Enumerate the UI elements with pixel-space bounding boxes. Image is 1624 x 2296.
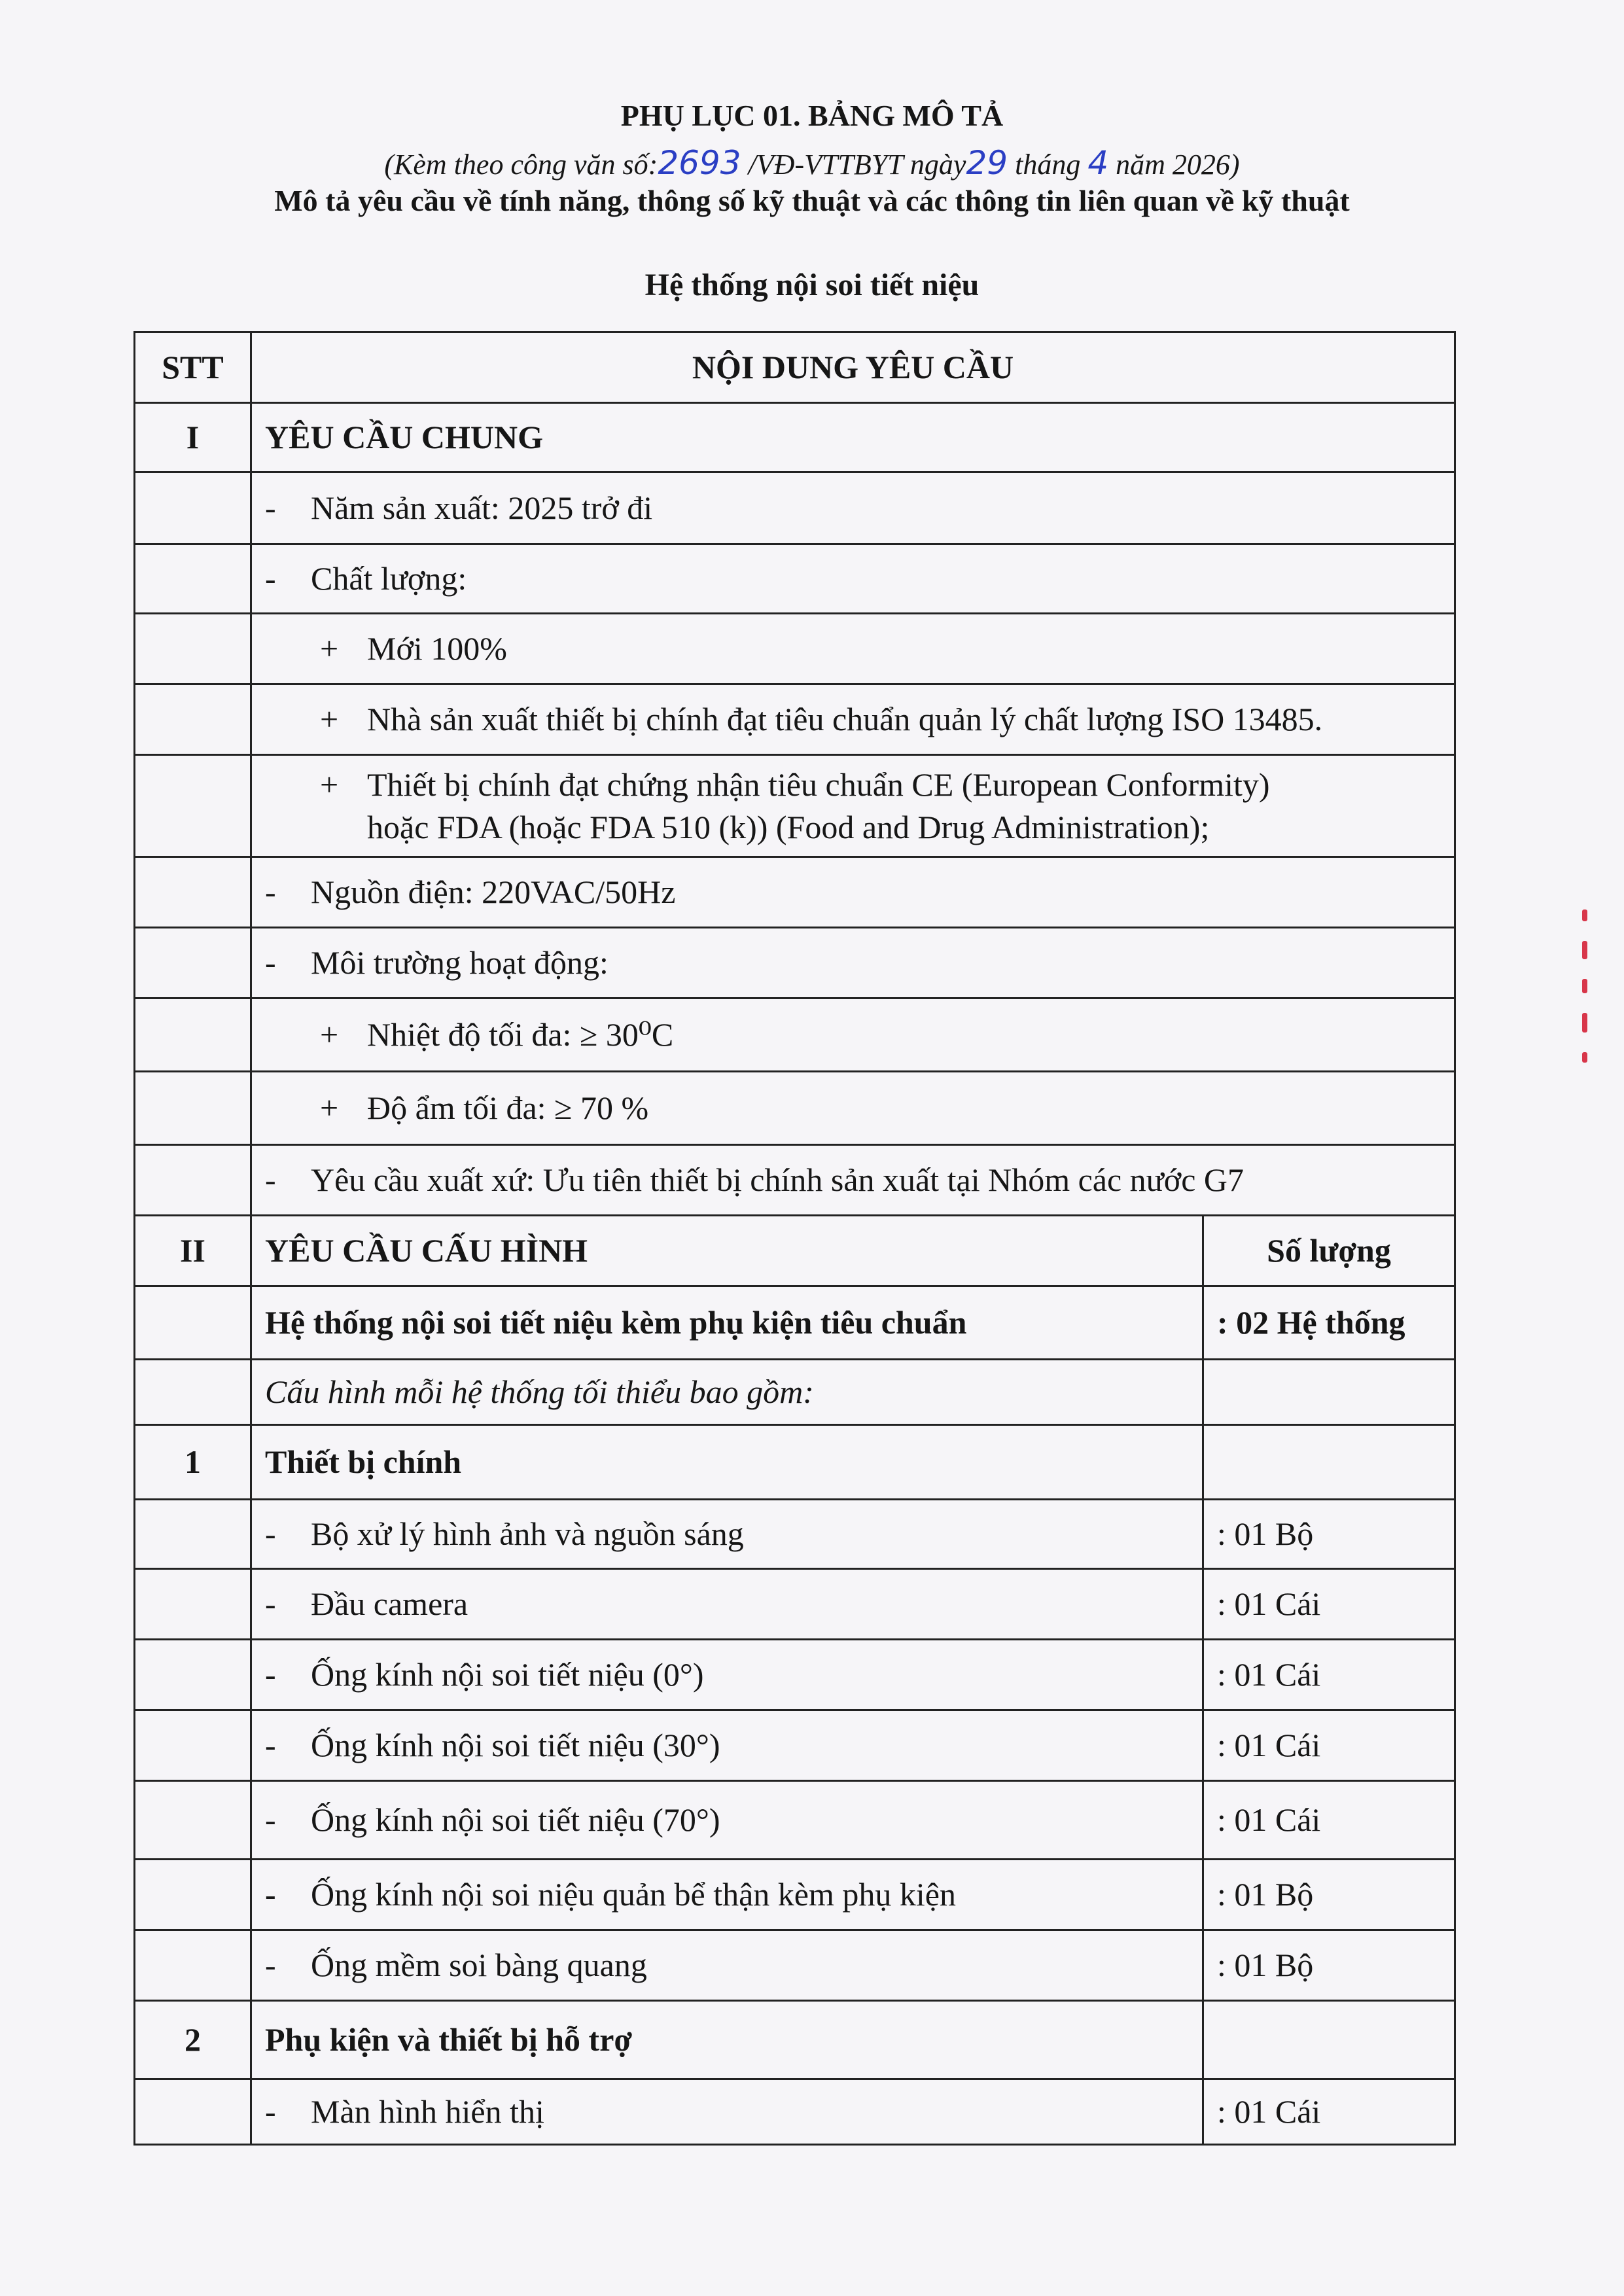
table-row <box>135 1569 1455 1640</box>
section-row <box>135 403 1455 472</box>
table-header-row <box>135 332 1455 403</box>
page-title: PHỤ LỤC 01. BẢNG MÔ TẢ <box>620 99 1004 132</box>
table-row <box>135 998 1455 1072</box>
group-title: Phụ kiện và thiết bị hỗ trợ <box>251 2001 1203 2079</box>
ref-suffix: năm 2026) <box>1108 149 1240 181</box>
config-note: Cấu hình mỗi hệ thống tối thiểu bao gồm: <box>251 1360 1203 1425</box>
document-reference <box>0 144 1624 182</box>
section-row <box>135 1216 1455 1286</box>
requirement-item: - Nguồn điện: 220VAC/50Hz <box>251 857 1455 928</box>
config-item-qty: : 01 Bộ <box>1203 1860 1455 1930</box>
config-item-qty: : 01 Bộ <box>1203 1500 1455 1569</box>
config-item-qty: : 01 Cái <box>1203 1781 1455 1860</box>
table-row <box>135 1286 1455 1360</box>
requirement-item: - Năm sản xuất: 2025 trở đi <box>251 472 1455 544</box>
config-item: - Ống kính nội soi tiết niệu (0°) <box>251 1640 1203 1710</box>
config-item: - Ống mềm soi bàng quang <box>251 1930 1203 2001</box>
table-row <box>135 755 1455 857</box>
config-item-qty: : 01 Cái <box>1203 2079 1455 2145</box>
table-row <box>135 928 1455 998</box>
section-number: II <box>135 1216 251 1286</box>
section-title: YÊU CẦU CẤU HÌNH <box>251 1216 1203 1286</box>
system-name: Hệ thống nội soi tiết niệu <box>644 268 980 302</box>
group-row <box>135 2001 1455 2079</box>
config-item-qty: : 01 Cái <box>1203 1640 1455 1710</box>
page-seal-marks <box>1580 910 1590 1082</box>
ref-number: 2693 <box>658 144 741 182</box>
requirement-subitem: + Thiết bị chính đạt chứng nhận tiêu chuẩn CE (European Conformity) hoặc FDA (hoặc FDA 510 (k)) (Food and Drug Administration); <box>251 755 1455 857</box>
table-row <box>135 1781 1455 1860</box>
system-row-label: Hệ thống nội soi tiết niệu kèm phụ kiện tiêu chuẩn <box>251 1286 1203 1360</box>
requirement-item: - Yêu cầu xuất xứ: Ưu tiên thiết bị chính sản xuất tại Nhóm các nước G7 <box>251 1145 1455 1216</box>
table-row <box>135 1145 1455 1216</box>
table-row <box>135 1930 1455 2001</box>
table-row <box>135 1860 1455 1930</box>
group-row <box>135 1425 1455 1500</box>
config-item: - Ống kính nội soi niệu quản bể thận kèm phụ kiện <box>251 1860 1203 1930</box>
ref-prefix: (Kèm theo công văn số: <box>384 149 658 181</box>
config-item: - Ống kính nội soi tiết niệu (70°) <box>251 1781 1203 1860</box>
requirement-subitem: + Độ ẩm tối đa: ≥ 70 % <box>251 1072 1455 1145</box>
col-stt-header: STT <box>135 332 251 403</box>
section-number: I <box>135 403 251 472</box>
section-title: YÊU CẦU CHUNG <box>251 403 1455 472</box>
table-row <box>135 1640 1455 1710</box>
group-number: 1 <box>135 1425 251 1500</box>
table-row <box>135 472 1455 544</box>
system-row-qty: : 02 Hệ thống <box>1203 1286 1455 1360</box>
config-item: - Bộ xử lý hình ảnh và nguồn sáng <box>251 1500 1203 1569</box>
requirement-subitem: + Nhà sản xuất thiết bị chính đạt tiêu chuẩn quản lý chất lượng ISO 13485. <box>251 684 1455 755</box>
ref-month-label: tháng <box>1008 149 1088 181</box>
config-item-qty: : 01 Cái <box>1203 1710 1455 1781</box>
table-row <box>135 684 1455 755</box>
config-item-qty: : 01 Bộ <box>1203 1930 1455 2001</box>
table-row <box>135 2079 1455 2145</box>
ref-month: 4 <box>1087 144 1109 182</box>
ref-day: 29 <box>966 144 1008 182</box>
table-row <box>135 1710 1455 1781</box>
page-description: Mô tả yêu cầu về tính năng, thông số kỹ thuật và các thông tin liên quan về kỹ thuật <box>274 184 1350 217</box>
config-item: - Màn hình hiển thị <box>251 2079 1203 2145</box>
config-item: - Đầu camera <box>251 1569 1203 1640</box>
table-row <box>135 857 1455 928</box>
requirement-item: - Chất lượng: <box>251 544 1455 614</box>
config-item-qty: : 01 Cái <box>1203 1569 1455 1640</box>
col-content-header: NỘI DUNG YÊU CẦU <box>251 332 1455 403</box>
table-row <box>135 1500 1455 1569</box>
table-row <box>135 1072 1455 1145</box>
spec-table <box>133 331 1456 2146</box>
requirement-subitem: + Mới 100% <box>251 614 1455 684</box>
requirement-item: - Môi trường hoạt động: <box>251 928 1455 998</box>
group-title: Thiết bị chính <box>251 1425 1203 1500</box>
group-number: 2 <box>135 2001 251 2079</box>
table-row <box>135 1360 1455 1425</box>
ref-mid: /VĐ-VTTBYT ngày <box>741 149 966 181</box>
qty-header: Số lượng <box>1203 1216 1455 1286</box>
requirement-subitem: + Nhiệt độ tối đa: ≥ 30⁰C <box>251 998 1455 1072</box>
table-row <box>135 544 1455 614</box>
config-item: - Ống kính nội soi tiết niệu (30°) <box>251 1710 1203 1781</box>
table-row <box>135 614 1455 684</box>
